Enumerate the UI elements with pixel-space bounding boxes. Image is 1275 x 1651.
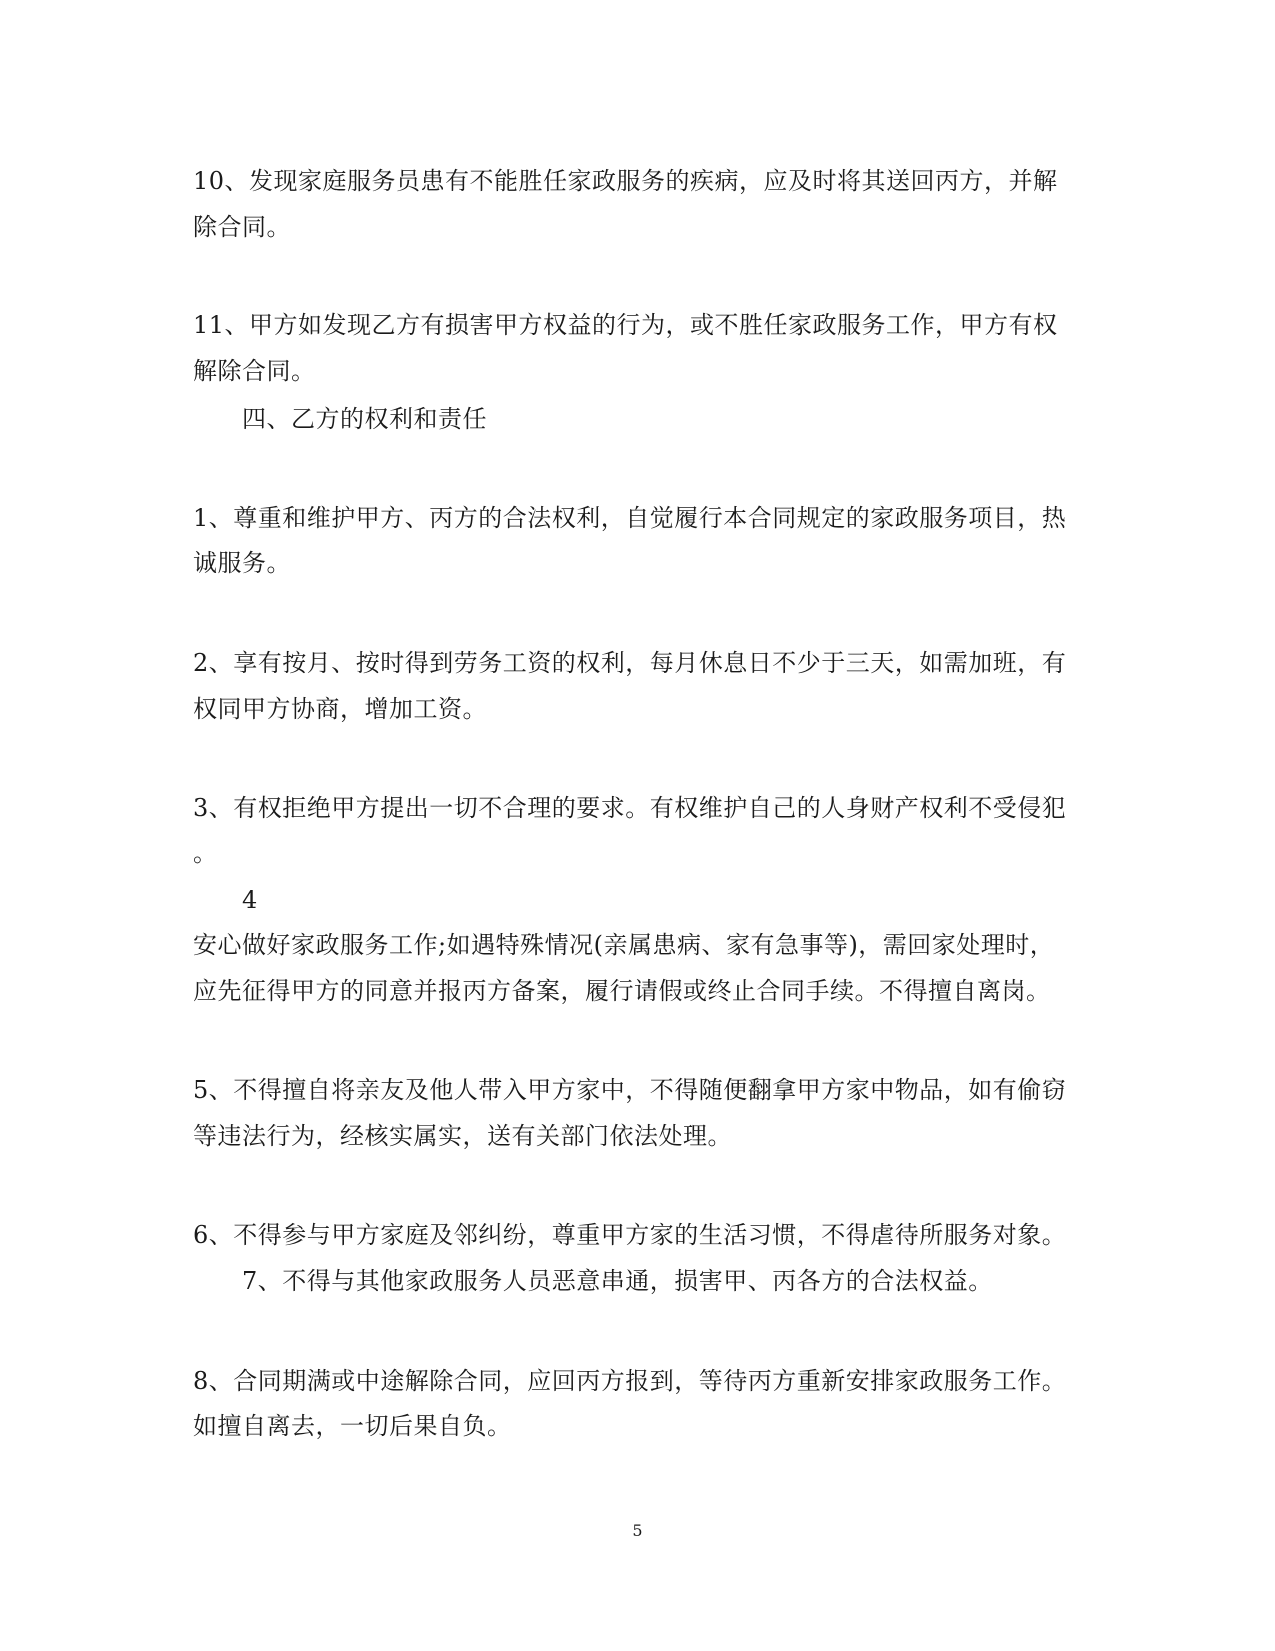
clause-7-line-1: 7、不得与其他家政服务人员恶意串通，损害甲、丙各方的合法权益。 xyxy=(242,1267,993,1295)
clause-4-line-2: 应先征得甲方的同意并报丙方备案，履行请假或终止合同手续。不得擅自离岗。 xyxy=(193,977,1051,1005)
clause-1-line-2: 诚服务。 xyxy=(193,549,291,577)
page-number: 5 xyxy=(632,1521,643,1540)
section-heading: 四、乙方的权利和责任 xyxy=(242,405,487,433)
clause-10-line-2: 除合同。 xyxy=(193,213,291,241)
clause-2-line-2: 权同甲方协商，增加工资。 xyxy=(193,695,487,723)
clause-2-line-1: 2、享有按月、按时得到劳务工资的权利，每月休息日不少于三天，如需加班，有 xyxy=(193,649,1067,677)
clause-5-line-2: 等违法行为，经核实属实，送有关部门依法处理。 xyxy=(193,1122,732,1150)
clause-10-line-1: 10、发现家庭服务员患有不能胜任家政服务的疾病，应及时将其送回丙方，并解 xyxy=(193,167,1058,195)
clause-4-line-1: 安心做好家政服务工作;如遇特殊情况(亲属患病、家有急事等)，需回家处理时， xyxy=(193,931,1055,959)
clause-5-line-1: 5、不得擅自将亲友及他人带入甲方家中，不得随便翻拿甲方家中物品，如有偷窃 xyxy=(193,1076,1067,1104)
clause-3-line-2: 。 xyxy=(193,839,218,867)
clause-3-line-1: 3、有权拒绝甲方提出一切不合理的要求。有权维护自己的人身财产权利不受侵犯 xyxy=(193,794,1067,822)
clause-4-number: 4 xyxy=(242,886,258,914)
clause-8-line-2: 如擅自离去，一切后果自负。 xyxy=(193,1412,512,1440)
clause-11-line-2: 解除合同。 xyxy=(193,357,316,385)
clause-11-line-1: 11、甲方如发现乙方有损害甲方权益的行为，或不胜任家政服务工作，甲方有权 xyxy=(193,311,1058,339)
clause-6-line-1: 6、不得参与甲方家庭及邻纠纷，尊重甲方家的生活习惯，不得虐待所服务对象。 xyxy=(193,1221,1067,1249)
clause-8-line-1: 8、合同期满或中途解除合同，应回丙方报到，等待丙方重新安排家政服务工作。 xyxy=(193,1367,1067,1395)
clause-1-line-1: 1、尊重和维护甲方、丙方的合法权利，自觉履行本合同规定的家政服务项目，热 xyxy=(193,504,1067,532)
